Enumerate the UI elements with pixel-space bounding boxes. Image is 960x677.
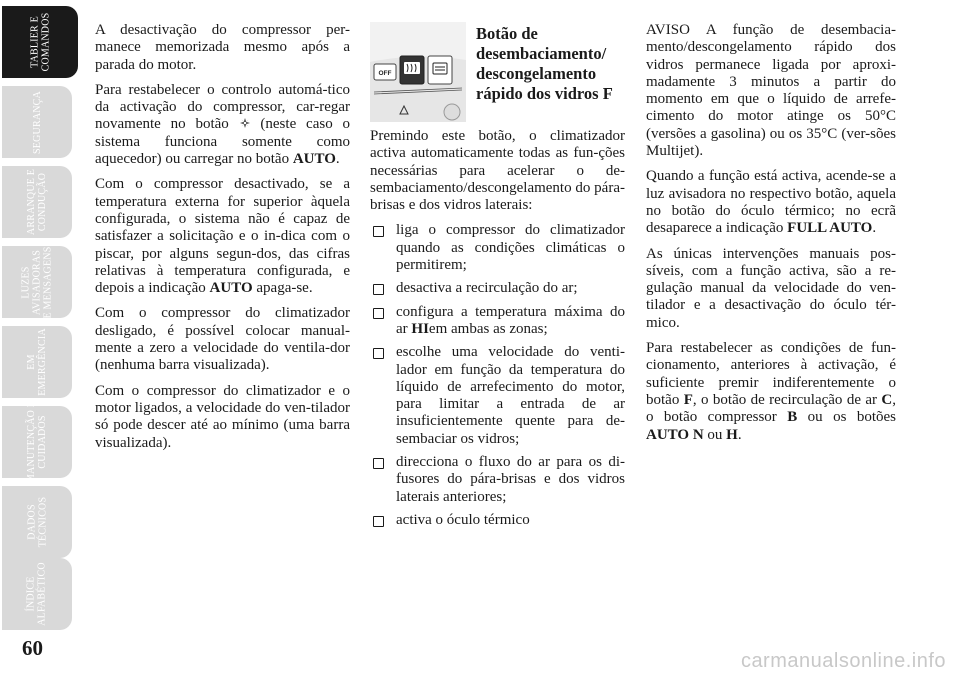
- function-list: [370, 222, 625, 529]
- list-item-text: direcciona o fluxo do ar para os di-fusores do pára-brisas e dos vidros laterais anteriores;: [396, 454, 625, 505]
- text-run: (neste caso o sistema funciona somente como aquecedor) ou carregar no botão: [95, 116, 351, 168]
- tab-manutencao-cuidados[interactable]: [2, 400, 72, 484]
- button-ref-b: B: [787, 409, 798, 426]
- tab-label: SEGURANÇA: [31, 90, 43, 154]
- checkbox-bullet-icon: [373, 348, 384, 359]
- text-run: apaga-se.: [252, 280, 313, 297]
- tab-luzes-avisadoras[interactable]: [2, 246, 72, 318]
- full-auto-label: FULL AUTO: [787, 220, 873, 237]
- tab-arranque-conducao[interactable]: [2, 166, 72, 238]
- tab-label: ARRANQUE E CONDUÇÃO: [25, 168, 48, 236]
- list-item: [370, 222, 625, 274]
- checkbox-bullet-icon: [373, 458, 384, 469]
- list-item-text: liga o compressor do climatizador quando as condições climáticas o permitirem;: [396, 222, 625, 274]
- hi-label: HI: [411, 320, 429, 337]
- text-run: Quando a função está activa, acende-se a luz avisadora no respectivo botão, aquela no botão do óculo térmico; no ecrã desaparece a indicação: [646, 168, 896, 237]
- page-number: 60: [22, 636, 43, 660]
- checkbox-bullet-icon: [373, 226, 384, 237]
- list-item-text: activa o óculo térmico: [396, 511, 530, 528]
- paragraph: [646, 168, 896, 237]
- paragraph: A desactivação do compressor per-manece memorizada mesmo após a parada do motor.: [95, 22, 350, 73]
- text-run: ou: [703, 426, 727, 443]
- button-ref-h: H: [726, 426, 738, 443]
- list-item-text: em ambas as zonas;: [428, 320, 548, 337]
- text-run: Para restabelecer as condições de fun-cionamento, anteriores à activação, é suficiente premir indiferentemente o botão: [646, 340, 896, 408]
- text-run: Para restabelecer o controlo automá-tico da activação do compressor, car-regar novamente no botão: [95, 81, 350, 133]
- checkbox-bullet-icon: [373, 284, 384, 295]
- paragraph: [646, 340, 896, 444]
- paragraph: Premindo este botão, o climatizador activa automaticamente todas as fun-ções necessárias para acelerar o de-sembaciamento/descongelamento do pára-brisas e dos vidros laterais:: [370, 128, 625, 214]
- tab-tablier-comandos[interactable]: [2, 6, 78, 78]
- section-heading: Botão de desembaciamento/ descongelamento rápido dos vidros F: [476, 24, 613, 103]
- tab-label: ÍNDICE ALFABÉTICO: [25, 562, 48, 626]
- paragraph: Com o compressor do climatizador e o motor ligados, a velocidade do ven-tilador só pode descer até ao mínimo (uma barra visualizada).: [95, 382, 350, 451]
- tab-seguranca[interactable]: [2, 86, 72, 158]
- tab-em-emergencia[interactable]: [2, 326, 72, 398]
- tab-indice-alfabetico[interactable]: [2, 558, 72, 630]
- tab-dados-tecnicos[interactable]: [2, 486, 72, 558]
- text-run: .: [335, 151, 340, 168]
- list-item-text: desactiva a recirculação do ar;: [396, 280, 578, 297]
- text-run: .: [872, 220, 877, 237]
- text-column-1: [95, 22, 350, 460]
- tab-label: MANUTENÇÃO E CUIDADOS: [26, 400, 48, 484]
- tab-label: EM EMERGÊNCIA: [26, 328, 48, 396]
- text-run: Com o compressor desactivado, se a temperatura externa for superior àquela configurada, o sistema não é capaz de satisfazer a solicitação e o in-dica com o piscar, por alguns segun-dos, das cifras relativas à temperatura configurada, e depois a indicação: [95, 176, 350, 297]
- list-item: [370, 512, 625, 529]
- section-header: [370, 22, 625, 122]
- list-item: [370, 344, 625, 448]
- fan-icon: [239, 117, 251, 129]
- text-run: , o botão de recirculação de ar: [692, 391, 882, 408]
- list-item: [370, 454, 625, 506]
- paragraph: As únicas intervenções manuais pos-síveis, com a função activa, são a re-gulação manual da velocidade do ven-tilador e a desactivação do óculo tér-mico.: [646, 245, 896, 331]
- auto-label: AUTO: [292, 151, 336, 168]
- list-item-text: configura a temperatura máxima do ar: [396, 303, 625, 337]
- text-run: ou os botões: [797, 409, 897, 426]
- list-item: [370, 304, 625, 339]
- text-column-3: [646, 22, 896, 452]
- checkbox-bullet-icon: [373, 308, 384, 319]
- paragraph: Com o compressor do climatizador desligado, é possível colocar manual-mente a zero a velocidade do ventila-dor (nenhuma barra visualizada).: [95, 305, 350, 374]
- text-column-2: [370, 22, 625, 535]
- list-item: [370, 280, 625, 297]
- button-ref-c: C: [881, 391, 893, 408]
- button-ref-f: F: [683, 391, 693, 408]
- section-tabs: [0, 0, 78, 677]
- list-item-text: escolhe uma velocidade do venti-lador em função da temperatura do líquido de arrefecimento do motor, para limitar a entrada de ar insuficientemente quente para de-sembaciar os vidros;: [396, 344, 625, 447]
- climate-panel-illustration: [370, 22, 466, 122]
- text-run: , o botão compressor: [646, 391, 896, 426]
- checkbox-bullet-icon: [373, 516, 384, 527]
- warning-paragraph: AVISO A função de desembacia-mento/descongelamento rápido dos vidros permanece ligada por aproxi-madamente 3 minutos a partir do momento em que o líquido de arrefe-cimento do motor atinge os 50°C (versões a gasolina) ou os 35°C (ver-sões Multijet).: [646, 22, 896, 160]
- tab-label: LUZES AVISADORAS E MENSAGENS: [20, 246, 54, 318]
- button-ref-auto-n: AUTO N: [646, 426, 704, 443]
- tab-label: TABLIER E COMANDOS: [29, 12, 51, 72]
- tab-label: DADOS TÉCNICOS: [26, 496, 48, 548]
- auto-label: AUTO: [209, 280, 253, 297]
- watermark: carmanualsonline.info: [740, 650, 946, 672]
- paragraph: [95, 82, 350, 168]
- off-button-label: OFF: [378, 70, 392, 77]
- text-run: .: [737, 426, 742, 443]
- paragraph: [95, 176, 350, 297]
